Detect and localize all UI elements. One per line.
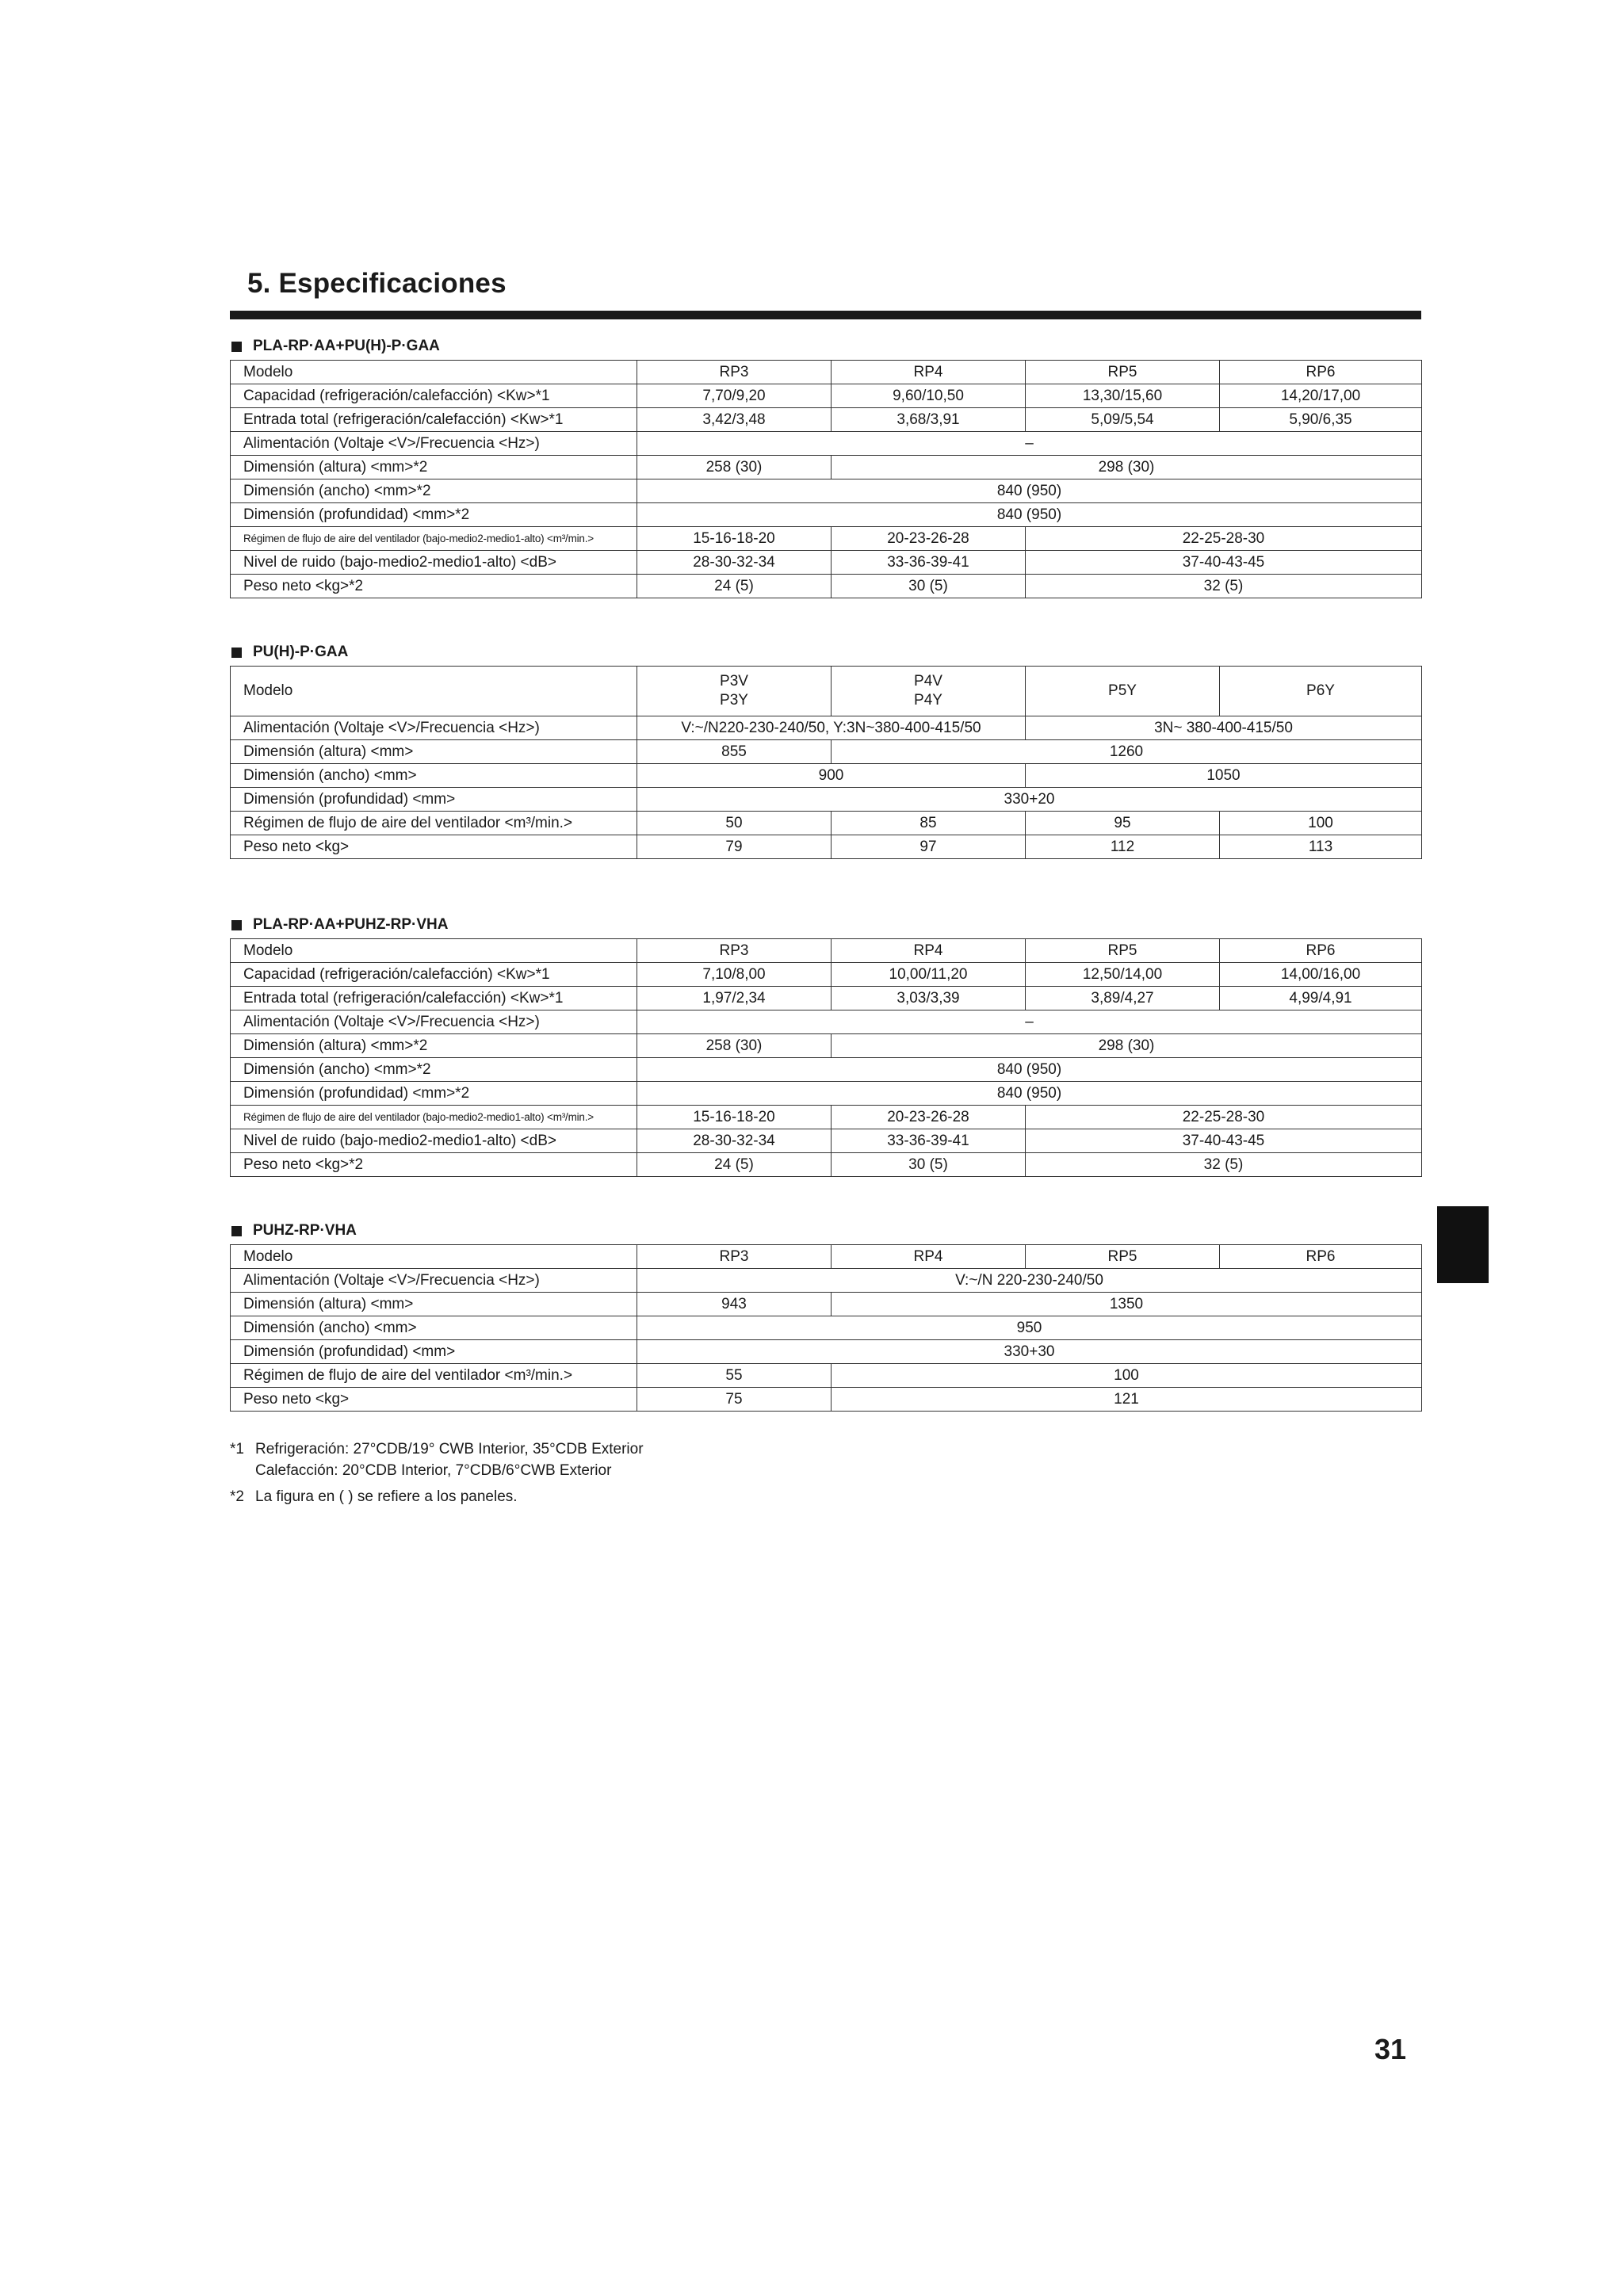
footnotes [230, 1438, 644, 1507]
spec-table [230, 938, 1422, 1177]
table-row [231, 575, 1422, 598]
table-row [231, 835, 1422, 859]
table-cell: 900 [637, 764, 1026, 788]
row-label: Nivel de ruido (bajo-medio2-medio1-alto) <dB> [231, 551, 637, 575]
model-header: RP6 [1220, 361, 1422, 384]
model-header: RP5 [1026, 1245, 1220, 1269]
row-label: Nivel de ruido (bajo-medio2-medio1-alto) <dB> [231, 1129, 637, 1153]
table-cell: 55 [637, 1364, 832, 1388]
table-cell: 30 (5) [832, 1153, 1026, 1177]
table-cell: 298 (30) [832, 456, 1422, 479]
model-variant: P3Y [720, 692, 748, 709]
footnote-text: La figura en ( ) se refiere a los paneles. [255, 1488, 518, 1505]
table-row [231, 551, 1422, 575]
table-cell: V:~/N 220-230-240/50 [637, 1269, 1422, 1293]
spec-table [230, 1244, 1422, 1412]
table-cell: 75 [637, 1388, 832, 1412]
spec-table [230, 666, 1422, 859]
section-heading-text: PLA-RP·AA+PU(H)-P·GAA [253, 338, 440, 354]
row-label: Peso neto <kg> [231, 835, 637, 859]
square-bullet-icon [231, 1226, 242, 1236]
row-label: Alimentación (Voltaje <V>/Frecuencia <Hz>) [231, 1269, 637, 1293]
table-cell: 5,09/5,54 [1026, 408, 1220, 432]
table-row [231, 384, 1422, 408]
page-title: 5. Especificaciones [247, 268, 507, 299]
row-label: Dimensión (altura) <mm> [231, 1293, 637, 1316]
table-row [231, 1269, 1422, 1293]
table-cell: V:~/N220-230-240/50, Y:3N~380-400-415/50 [637, 716, 1026, 740]
section-heading [230, 640, 1421, 664]
row-label: Dimensión (profundidad) <mm> [231, 1340, 637, 1364]
square-bullet-icon [231, 648, 242, 658]
model-header: RP3 [637, 1245, 832, 1269]
row-label: Dimensión (ancho) <mm> [231, 1316, 637, 1340]
row-label: Régimen de flujo de aire del ventilador <m³/min.> [231, 1364, 637, 1388]
footnote-line: Refrigeración: 27°CDB/19° CWB Interior, 35°CDB Exterior [255, 1441, 644, 1457]
table-cell: 15-16-18-20 [637, 1106, 832, 1129]
table-cell: 840 (950) [637, 1058, 1422, 1082]
table-row [231, 812, 1422, 835]
table-cell: 85 [832, 812, 1026, 835]
table-cell: – [637, 1010, 1422, 1034]
row-label: Régimen de flujo de aire del ventilador (bajo-medio2-medio1-alto) <m³/min.> [231, 527, 637, 551]
table-cell: 840 (950) [637, 479, 1422, 503]
section-heading-text: PUHZ-RP·VHA [253, 1222, 357, 1239]
table-cell: 121 [832, 1388, 1422, 1412]
table-cell: 1350 [832, 1293, 1422, 1316]
table-row [231, 788, 1422, 812]
row-label: Régimen de flujo de aire del ventilador (bajo-medio2-medio1-alto) <m³/min.> [231, 1106, 637, 1129]
row-label: Dimensión (ancho) <mm> [231, 764, 637, 788]
row-label: Dimensión (altura) <mm> [231, 740, 637, 764]
table-cell: 330+30 [637, 1340, 1422, 1364]
table-cell: 50 [637, 812, 832, 835]
table-cell: 3,68/3,91 [832, 408, 1026, 432]
row-label: Modelo [231, 939, 637, 963]
row-label: Alimentación (Voltaje <V>/Frecuencia <Hz>) [231, 1010, 637, 1034]
model-variant: P3V [720, 673, 748, 690]
table-row [231, 1316, 1422, 1340]
table-cell: 33-36-39-41 [832, 1129, 1026, 1153]
section-puh-p-gaa [230, 640, 1421, 859]
row-label: Capacidad (refrigeración/calefacción) <Kw>*1 [231, 963, 637, 987]
table-cell: 3N~ 380-400-415/50 [1026, 716, 1422, 740]
row-label: Dimensión (profundidad) <mm>*2 [231, 503, 637, 527]
model-header: RP3 [637, 939, 832, 963]
table-cell: – [637, 432, 1422, 456]
table-cell: 22-25-28-30 [1026, 1106, 1422, 1129]
row-label: Modelo [231, 667, 637, 716]
table-row [231, 1388, 1422, 1412]
model-header: RP6 [1220, 939, 1422, 963]
table-cell: 112 [1026, 835, 1220, 859]
square-bullet-icon [231, 342, 242, 352]
table-cell: 14,20/17,00 [1220, 384, 1422, 408]
model-header: RP4 [832, 1245, 1026, 1269]
table-cell: 3,03/3,39 [832, 987, 1026, 1010]
footnote-1 [230, 1438, 644, 1481]
table-cell: 950 [637, 1316, 1422, 1340]
table-row [231, 1364, 1422, 1388]
model-header: RP5 [1026, 361, 1220, 384]
table-row [231, 987, 1422, 1010]
table-row [231, 527, 1422, 551]
row-label: Alimentación (Voltaje <V>/Frecuencia <Hz>) [231, 432, 637, 456]
model-variant: P4Y [914, 692, 942, 709]
row-label: Dimensión (profundidad) <mm> [231, 788, 637, 812]
model-header: P5Y [1026, 667, 1220, 716]
table-row [231, 963, 1422, 987]
row-label: Alimentación (Voltaje <V>/Frecuencia <Hz>) [231, 716, 637, 740]
table-cell: 7,10/8,00 [637, 963, 832, 987]
model-header [832, 667, 1026, 716]
table-row [231, 479, 1422, 503]
spec-table [230, 360, 1422, 598]
table-cell: 10,00/11,20 [832, 963, 1026, 987]
table-cell: 37-40-43-45 [1026, 1129, 1422, 1153]
table-cell: 28-30-32-34 [637, 1129, 832, 1153]
square-bullet-icon [231, 920, 242, 930]
table-row [231, 408, 1422, 432]
footnote-marker: *1 [230, 1441, 244, 1457]
row-label: Peso neto <kg>*2 [231, 575, 637, 598]
table-row [231, 939, 1422, 963]
table-cell: 1,97/2,34 [637, 987, 832, 1010]
model-header [637, 667, 832, 716]
row-label: Capacidad (refrigeración/calefacción) <Kw>*1 [231, 384, 637, 408]
table-cell: 855 [637, 740, 832, 764]
table-row [231, 1082, 1422, 1106]
table-cell: 258 (30) [637, 456, 832, 479]
title-rule [230, 311, 1421, 319]
page-number: 31 [1374, 2033, 1407, 2065]
table-row [231, 361, 1422, 384]
section-heading [230, 1219, 1421, 1243]
table-cell: 33-36-39-41 [832, 551, 1026, 575]
table-row [231, 667, 1422, 716]
section-pla-rp-aa-puhz-rp-vha [230, 913, 1421, 1177]
table-cell: 5,90/6,35 [1220, 408, 1422, 432]
section-tab-marker [1437, 1206, 1489, 1283]
table-cell: 100 [1220, 812, 1422, 835]
table-row [231, 1153, 1422, 1177]
table-cell: 9,60/10,50 [832, 384, 1026, 408]
footnote-2 [230, 1486, 644, 1507]
row-label: Peso neto <kg>*2 [231, 1153, 637, 1177]
table-cell: 3,89/4,27 [1026, 987, 1220, 1010]
row-label: Peso neto <kg> [231, 1388, 637, 1412]
table-row [231, 1106, 1422, 1129]
table-row [231, 1340, 1422, 1364]
row-label: Dimensión (altura) <mm>*2 [231, 456, 637, 479]
table-cell: 32 (5) [1026, 1153, 1422, 1177]
table-cell: 13,30/15,60 [1026, 384, 1220, 408]
model-header: RP4 [832, 939, 1026, 963]
table-row [231, 456, 1422, 479]
table-cell: 97 [832, 835, 1026, 859]
section-heading-text: PU(H)-P·GAA [253, 644, 349, 660]
table-cell: 943 [637, 1293, 832, 1316]
table-cell: 113 [1220, 835, 1422, 859]
footnote-marker: *2 [230, 1488, 244, 1505]
row-label: Modelo [231, 1245, 637, 1269]
table-row [231, 1245, 1422, 1269]
table-cell: 95 [1026, 812, 1220, 835]
table-cell: 37-40-43-45 [1026, 551, 1422, 575]
section-puhz-rp-vha [230, 1219, 1421, 1412]
table-cell: 3,42/3,48 [637, 408, 832, 432]
table-cell: 30 (5) [832, 575, 1026, 598]
row-label: Entrada total (refrigeración/calefacción) <Kw>*1 [231, 408, 637, 432]
row-label: Dimensión (ancho) <mm>*2 [231, 479, 637, 503]
table-cell: 840 (950) [637, 503, 1422, 527]
table-cell: 28-30-32-34 [637, 551, 832, 575]
model-header: RP3 [637, 361, 832, 384]
table-row [231, 1058, 1422, 1082]
table-cell: 4,99/4,91 [1220, 987, 1422, 1010]
footnote-text [255, 1438, 644, 1481]
table-cell: 20-23-26-28 [832, 1106, 1026, 1129]
table-row [231, 503, 1422, 527]
table-cell: 32 (5) [1026, 575, 1422, 598]
table-cell: 100 [832, 1364, 1422, 1388]
row-label: Entrada total (refrigeración/calefacción) <Kw>*1 [231, 987, 637, 1010]
table-row [231, 1129, 1422, 1153]
table-row [231, 740, 1422, 764]
section-pla-rp-aa-puh-p-gaa [230, 334, 1421, 598]
table-cell: 79 [637, 835, 832, 859]
table-cell: 298 (30) [832, 1034, 1422, 1058]
table-cell: 840 (950) [637, 1082, 1422, 1106]
table-cell: 24 (5) [637, 1153, 832, 1177]
table-cell: 24 (5) [637, 575, 832, 598]
model-header: P6Y [1220, 667, 1422, 716]
table-row [231, 1293, 1422, 1316]
table-cell: 1050 [1026, 764, 1422, 788]
table-cell: 330+20 [637, 788, 1422, 812]
table-cell: 7,70/9,20 [637, 384, 832, 408]
table-cell: 22-25-28-30 [1026, 527, 1422, 551]
row-label: Régimen de flujo de aire del ventilador <m³/min.> [231, 812, 637, 835]
table-row [231, 1010, 1422, 1034]
section-heading [230, 334, 1421, 358]
table-cell: 1260 [832, 740, 1422, 764]
table-cell: 14,00/16,00 [1220, 963, 1422, 987]
model-header: RP4 [832, 361, 1026, 384]
table-row [231, 764, 1422, 788]
model-header: RP5 [1026, 939, 1220, 963]
section-heading-text: PLA-RP·AA+PUHZ-RP·VHA [253, 916, 449, 933]
table-cell: 20-23-26-28 [832, 527, 1026, 551]
row-label: Dimensión (altura) <mm>*2 [231, 1034, 637, 1058]
table-cell: 258 (30) [637, 1034, 832, 1058]
section-heading [230, 913, 1421, 937]
model-variant: P4V [914, 673, 942, 690]
table-row [231, 716, 1422, 740]
table-row [231, 432, 1422, 456]
footnote-line: Calefacción: 20°CDB Interior, 7°CDB/6°CWB Exterior [255, 1462, 612, 1479]
table-cell: 15-16-18-20 [637, 527, 832, 551]
row-label: Dimensión (profundidad) <mm>*2 [231, 1082, 637, 1106]
row-label: Dimensión (ancho) <mm>*2 [231, 1058, 637, 1082]
row-label: Modelo [231, 361, 637, 384]
table-row [231, 1034, 1422, 1058]
table-cell: 12,50/14,00 [1026, 963, 1220, 987]
model-header: RP6 [1220, 1245, 1422, 1269]
